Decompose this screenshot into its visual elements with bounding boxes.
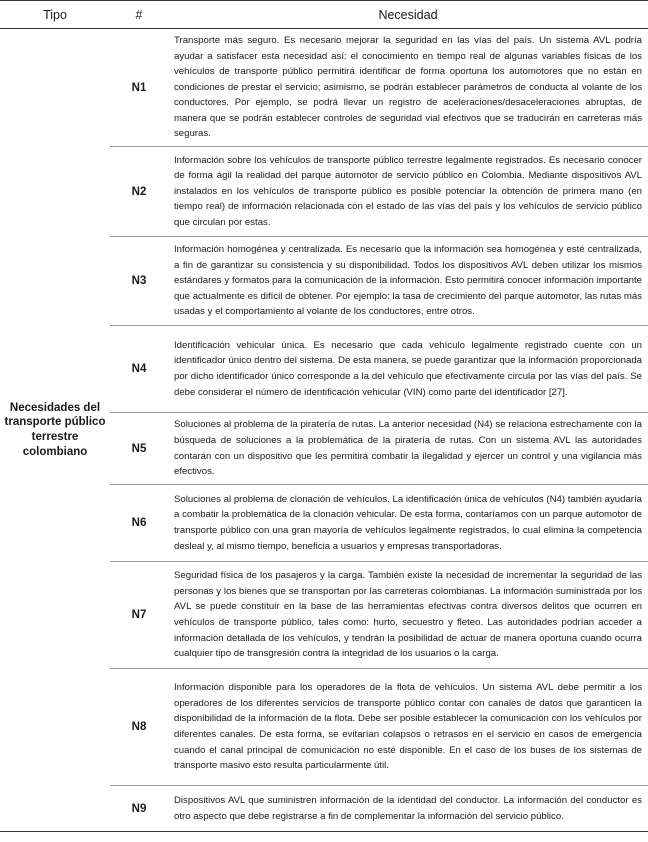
header-necesidad: Necesidad — [168, 1, 648, 29]
need-id: N3 — [110, 237, 168, 326]
need-description: Información sobre los vehículos de transporte público terrestre legalmente registrados. Es necesario conocer de forma ágil la realidad del parque automotor de servicio público en Colombia. Mediante dispositivos AVL instalados en los vehículos de transporte público es posible potenciar la obtención de primera mano (en tiempo real) de información relacionada con el estado de las vías del país y los vehículos de servicio público que circulan por estas. — [168, 147, 648, 237]
header-row — [0, 1, 648, 29]
need-description: Información disponible para los operadores de la flota de vehículos. Un sistema AVL debe permitir a los operadores de los diferentes servicios de transporte público contar con canales de datos que garanticen la disponibilidad de la información de la flota. Debe ser posible establecer la comunicación con los vehículos por diferentes canales. De esta forma, se evitarían colapsos o retrasos en el servicio en casos de emergencia cuando el canal principal de comunicación no esté disponible. En el caso de los buses de los sistemas de transporte masivo esto resulta particularmente útil. — [168, 669, 648, 786]
need-id: N4 — [110, 326, 168, 413]
need-description: Información homogénea y centralizada. Es necesario que la información sea homogénea y esté centralizada, a fin de garantizar su consistencia y su disponibilidad. Todos los dispositivos AVL deben utilizar los mismos estándares y formatos para la comunicación de la información. Esto permitirá conocer información importante que actualmente es difícil de obtener. Por ejemplo: la tasa de crecimiento del parque automotor, las rutas más usadas y el comportamiento al volante de los conductores, entre otros. — [168, 237, 648, 326]
category-cell: Necesidades del transporte público terrestre colombiano — [0, 29, 110, 832]
table-row — [0, 29, 648, 147]
need-description: Soluciones al problema de la piratería de rutas. La anterior necesidad (N4) se relaciona estrechamente con la búsqueda de soluciones a la problemática de la piratería de rutas. Con un sistema AVL las autoridades contarán con un dispositivo que les permitirá combatir la ilegalidad y ejercer un control y una vigilancia más efectivos. — [168, 413, 648, 485]
need-description: Identificación vehicular única. Es necesario que cada vehículo legalmente registrado cuente con un identificador único dentro del sistema. De esta manera, se puede garantizar que la información proporcionada por dicho identificador único corresponde a la del vehículo que efectivamente circula por las vías del país. Se debe considerar el número de identificación vehicular (VIN) como parte del identificador [27]. — [168, 326, 648, 413]
need-description: Seguridad física de los pasajeros y la carga. También existe la necesidad de incrementar la seguridad de las personas y los bienes que se transportan por las carreteras colombianas. La información suministrada por los AVL se puede constituir en la base de las herramientas efectivas contra diversos delitos que ocurren en vehículos de transporte público, tales como: hurto, secuestro y fleteo. Las autoridades podrían acceder a información detallada de los vehículos, y tendrán la posibilidad de actuar de manera oportuna cuando ocurra cualquier tipo de transgresión contra la integridad de los usuarios o la carga. — [168, 562, 648, 669]
need-id: N5 — [110, 413, 168, 485]
need-id: N2 — [110, 147, 168, 237]
header-num: # — [110, 1, 168, 29]
need-id: N8 — [110, 669, 168, 786]
need-id: N7 — [110, 562, 168, 669]
need-id: N6 — [110, 485, 168, 562]
header-tipo: Tipo — [0, 1, 110, 29]
need-id: N1 — [110, 29, 168, 147]
need-description: Transporte más seguro. Es necesario mejorar la seguridad en las vías del país. Un sistema AVL podría ayudar a satisfacer esta necesidad así: el conocimiento en tiempo real de algunas variables físicas de los vehículos de transporte público permitirá identificar de forma oportuna los automotores que no están en condiciones de prestar el servicio; asimismo, se podrán establecer parámetros de conducta al volante de los conductores. Por ejemplo, se podrá llevar un registro de aceleraciones/desaceleraciones abruptas, de manera que se podrán establecer controles de seguridad vial efectivos que se traducirán en carreteras más seguras. — [168, 29, 648, 147]
need-id: N9 — [110, 786, 168, 832]
need-description: Soluciones al problema de clonación de vehículos. La identificación única de vehículos (N4) también ayudaría a combatir la problemática de la clonación vehicular. De esta forma, contaríamos con un parque automotor de transporte público con una gran mayoría de vehículos legalmente registrados, lo cual elimina la competencia desleal y, al mismo tiempo, beneficia a usuarios y empresas transportadoras. — [168, 485, 648, 562]
need-description: Dispositivos AVL que suministren información de la identidad del conductor. La información del conductor es otro aspecto que debe registrarse a fin de complementar la información del servicio público. — [168, 786, 648, 832]
